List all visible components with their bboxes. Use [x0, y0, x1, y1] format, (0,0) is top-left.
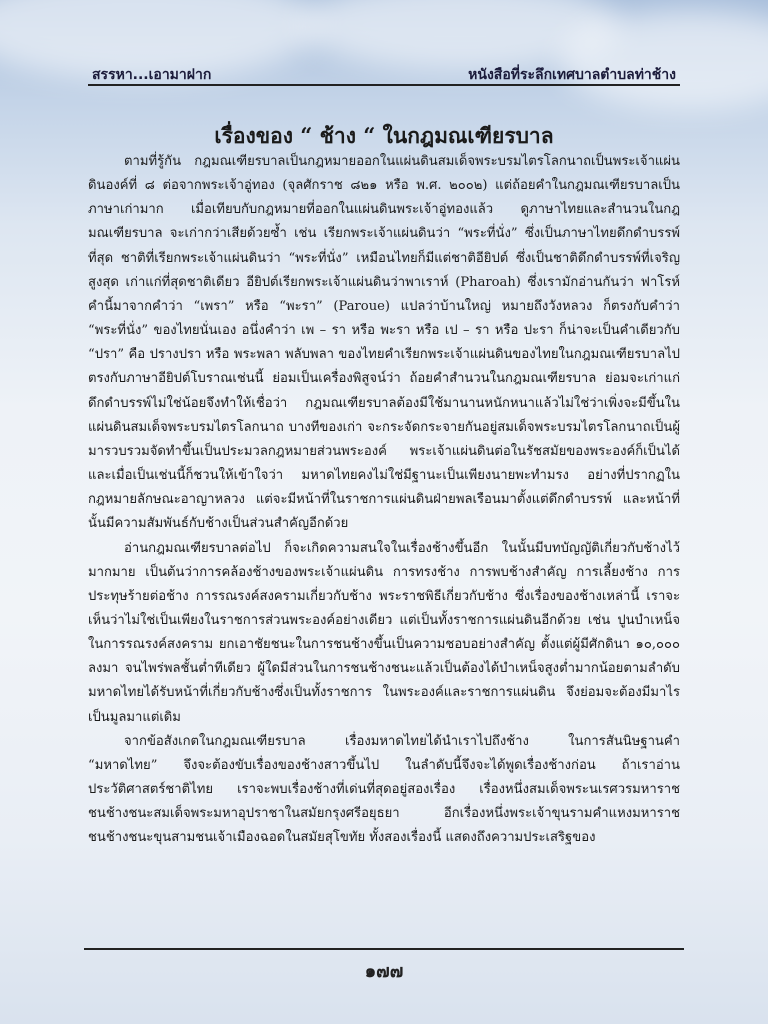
paragraph-2: อ่านกฎมณเฑียรบาลต่อไป ก็จะเกิดความสนใจในเรื่องช้างขึ้นอีก ในนั้นมีบทบัญญัติเกี่ยวกับช้างไว้มากมาย เป็นต้นว่าการคล้องช้างของพระเจ้าแผ่นดิน การทรงช้าง การพบช้างสำคัญ การเลี้ยงช้าง การประทุษร้ายต่อช้าง การรณรงค์สงครามเกี่ยวกับช้าง พระราชพิธีเกี่ยวกับช้าง ซึ่งเรื่องของช้างเหล่านี้ เราจะเห็นว่าไม่ใช่เป็นเพียงในราชการส่วนพระองค์อย่างเดียว แต่เป็นทั้งราชการแผ่นดินอีกด้วย เช่น ปูนบำเหน็จในการรณรงค์สงคราม ยกเอาชัยชนะในการชนช้างขึ้นเป็นความชอบอย่างสำคัญ ตั้งแต่ผู้มีศักดินา ๑๐,๐๐๐ ลงมา จนไพร่พลชั้นต่ำทีเดียว ผู้ใดมีส่วนในการชนช้างชนะแล้วเป็นต้องได้บำเหน็จสูงต่ำมากน้อยตามลำดับ มหาดไทยได้รับหน้าที่เกี่ยวกับช้างซึ่งเป็นทั้งราชการ ในพระองค์และราชการแผ่นดิน จึงย่อมจะต้องมีมาไรเป็นมูลมาแต่เดิม	[88, 540, 680, 725]
paragraph-3: จากข้อสังเกตในกฎมณเฑียรบาล เรื่องมหาดไทยได้นำเราไปถึงช้าง ในการสันนิษฐานคำ “มหาดไทย” จึงจะต้องขับเรื่องของช้างสาวขึ้นไป ในลำดับนี้จึงจะได้พูดเรื่องช้างก่อน ถ้าเราอ่านประวัติศาสตร์ชาติไทย เราจะพบเรื่องช้างที่เด่นที่สุดอยู่สองเรื่อง เรื่องหนึ่งสมเด็จพระนเรศวรมหาราชชนช้างชนะสมเด็จพระมหาอุปราชาในสมัยกรุงศรีอยุธยา อีกเรื่องหนึ่งพระเจ้าขุนรามคำแหงมหาราชชนช้างชนะขุนสามชนเจ้าเมืองฉอดในสมัยสุโขทัย ทั้งสองเรื่องนี้ แสดงถึงความประเสริฐของ	[88, 733, 680, 846]
article-body	[88, 150, 680, 851]
page-number: ๑๗๗	[364, 961, 404, 982]
paragraph-1: ตามที่รู้กัน กฎมณเฑียรบาลเป็นกฎหมายออกในแผ่นดินสมเด็จพระบรมไตรโลกนาถเป็นพระเจ้าแผ่นดินองค์ที่ ๘ ต่อจากพระเจ้าอู่ทอง (จุลศักราช ๘๒๑ หรือ พ.ศ. ๒๐๐๒) แต่ถ้อยคำในกฎมณเฑียรบาลเป็นภาษาเก่ามาก เมื่อเทียบกับกฎหมายที่ออกในแผ่นดินพระเจ้าอู่ทองแล้ว ดูภาษาไทยและสำนวนในกฎมณเฑียรบาล จะเก่ากว่าเสียด้วยซ้ำ เช่น เรียกพระเจ้าแผ่นดินว่า “พระที่นั่ง” ซึ่งเป็นภาษาไทยดึกดำบรรพ์ที่สุด ชาติที่เรียกพระเจ้าแผ่นดินว่า “พระที่นั่ง” เหมือนไทยก็มีแต่ชาติอียิปต์ ซึ่งเป็นชาติดึกดำบรรพ์ที่เจริญสูงสุด เก่าแก่ที่สุดชาติเดียว อียิปต์เรียกพระเจ้าแผ่นดินว่าพาเราห์ (Pharoah) ซึ่งเรามักอ่านกันว่า ฟาโรห์ คำนี้มาจากคำว่า “เพรา” หรือ “พะรา” (Paroue) แปลว่าบ้านใหญ่ หมายถึงวังหลวง ก็ตรงกับคำว่า “พระที่นั่ง” ของไทยนั่นเอง อนึ่งคำว่า เพ – รา หรือ พะรา หรือ เป – รา หรือ ปะรา ก็น่าจะเป็นคำเดียวกับ “ปรา” คือ ปรางปรา หรือ พระพลา พลับพลา ของไทยคำเรียกพระเจ้าแผ่นดินของไทยในกฎมณเฑียรบาลไปตรงกับภาษาอียิปต์โบราณเช่นนี้ ย่อมเป็นเครื่องพิสูจน์ว่า ถ้อยคำสำนวนในกฎมณเฑียรบาล ย่อมจะเก่าแก่ดึกดำบรรพ์ไม่ใช่น้อยจึงทำให้เชื่อว่า กฎมณเฑียรบาลต้องมีใช้มานานหนักหนาแล้วไม่ใช่ว่าเพิ่งจะมีขึ้นในแผ่นดินสมเด็จพระบรมไตรโลกนาถ บางทีของเก่า จะกระจัดกระจายกันอยู่สมเด็จพระบรมไตรโลกนาถเป็นผู้มารวบรวมจัดทำขึ้นเป็นประมวลกฎหมายส่วนพระองค์ พระเจ้าแผ่นดินต่อในรัชสมัยของพระองค์ก็เป็นได้ และเมื่อเป็นเช่นนี้ก็ชวนให้เข้าใจว่า มหาดไทยคงไม่ใช่มีฐานะเป็นเพียงนายพะทำมรง อย่างที่ปรากฏในกฎหมายลักษณะอาญาหลวง แต่จะมีหน้าที่ในราชการแผ่นดินฝ่ายพลเรือนมาตั้งแต่ดึกดำบรรพ์ และหน้าที่นั้นมีความสัมพันธ์กับช้างเป็นส่วนสำคัญอีกด้วย	[88, 154, 680, 532]
article-title: เรื่องของ “ ช้าง “ ในกฎมณเฑียรบาล	[214, 123, 554, 148]
footer-divider	[84, 948, 684, 950]
header-section-title: สรรหา...เอามาฝาก	[92, 67, 212, 83]
header-publication-title: หนังสือที่ระลึกเทศบาลตำบลท่าช้าง	[468, 67, 676, 83]
header-divider	[88, 84, 680, 86]
